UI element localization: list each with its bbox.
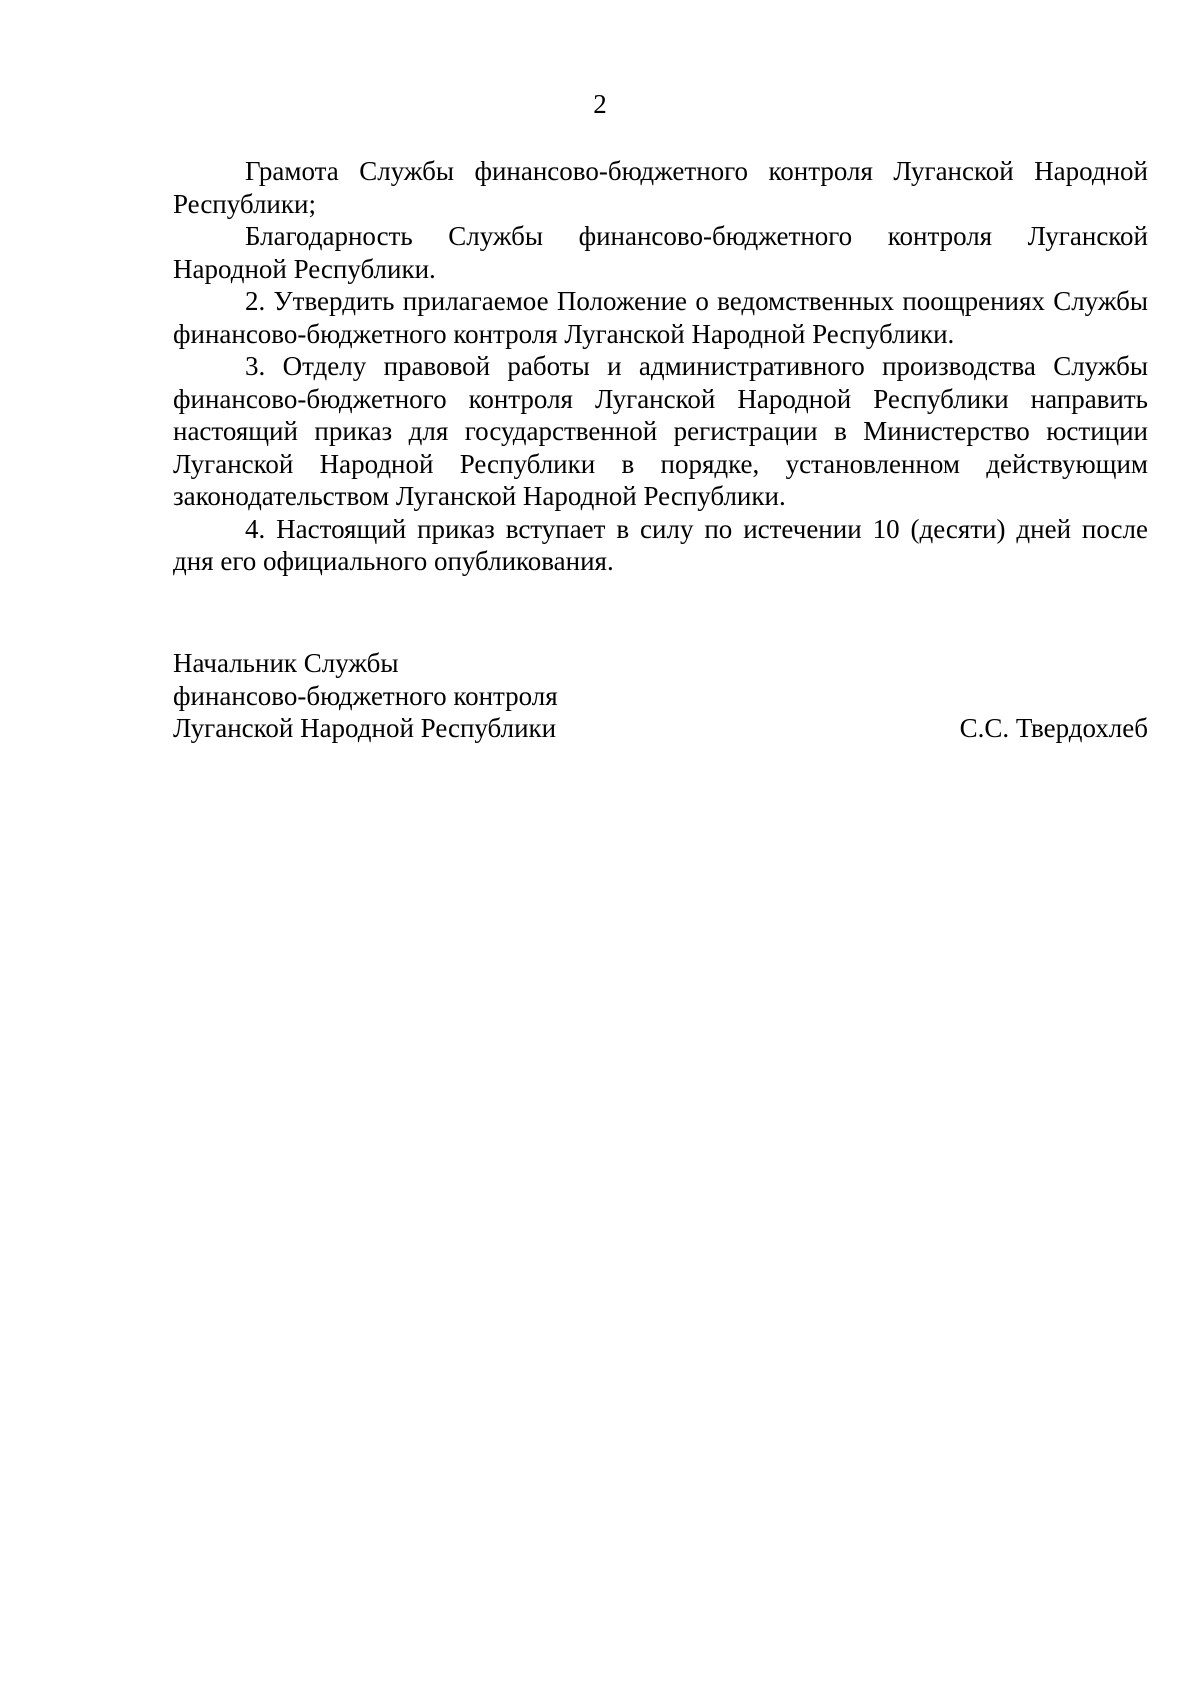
- signatory-position-line: финансово-бюджетного контроля: [173, 680, 558, 711]
- paragraph-item-4: 4. Настоящий приказ вступает в силу по истечении 10 (десяти) дней после дня его официального опубликования.: [173, 513, 1148, 576]
- page-number: 2: [593, 89, 607, 119]
- paragraph-gramota: Грамота Службы финансово-бюджетного контроля Луганской Народной Республики;: [173, 156, 1148, 219]
- signatory-position-line: Луганской Народной Республики: [173, 713, 557, 743]
- document-body: [173, 155, 1148, 578]
- paragraph-item-3: 3. Отделу правовой работы и административного производства Службы финансово-бюджетного контроля Луганской Народной Республики направить настоящий приказ для государственной регистрации в Министерство юстиции Луганской Народной Республики в порядке, установленном действующим законодательством Луганской Народной Республики.: [173, 351, 1148, 511]
- paragraph-item-2: 2. Утвердить прилагаемое Положение о ведомственных поощрениях Службы финансово-бюджетного контроля Луганской Народной Республики.: [173, 286, 1148, 349]
- signatory-name: С.С. Твердохлеб: [959, 713, 1148, 743]
- paragraph-blagodarnost: Благодарность Службы финансово-бюджетного контроля Луганской Народной Республики.: [173, 221, 1148, 284]
- signature-block: [173, 647, 1148, 745]
- signatory-position-line: Начальник Службы: [173, 648, 399, 678]
